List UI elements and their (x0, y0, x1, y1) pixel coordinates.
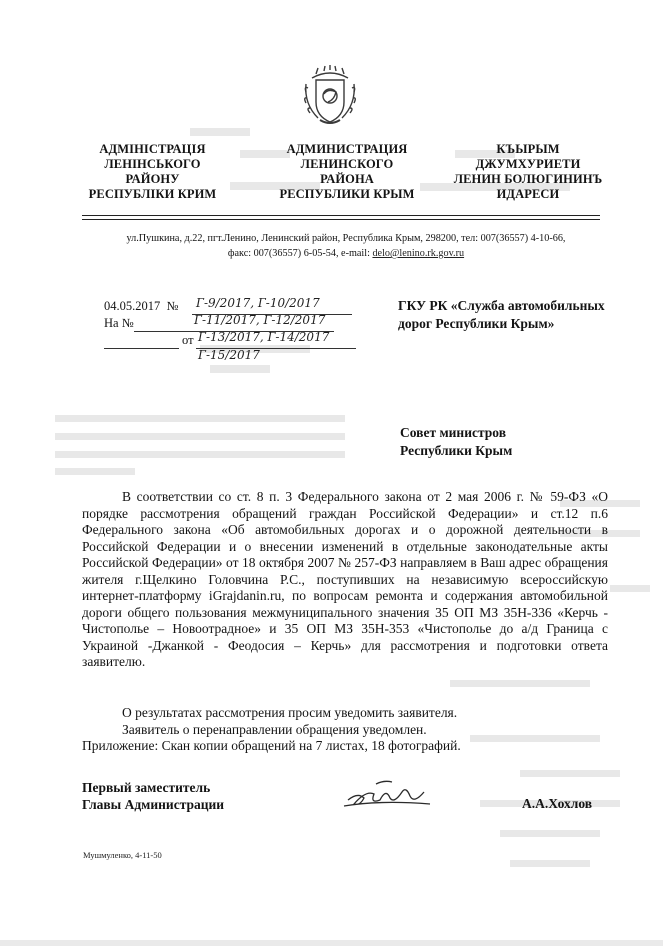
handwritten-number-1: Г-9/2017, Г-10/2017 (196, 296, 320, 310)
recipient-council-line-2: Республики Крым (400, 443, 513, 458)
header-russian-line-4: РЕСПУБЛИКИ КРЫМ (279, 187, 415, 201)
registration-date-line (104, 298, 178, 315)
header-russian (262, 142, 432, 202)
header-ukrainian-line-3: РАЙОНУ (125, 172, 180, 186)
handwritten-signature (340, 770, 460, 815)
recipient-road-service-line-2: дорог Республики Крым» (398, 316, 555, 331)
header-crimean-tatar (440, 142, 616, 202)
handwritten-number-2: Г-11/2017, Г-12/2017 (194, 313, 326, 327)
signatory-name: А.А.Хохлов (522, 796, 593, 811)
header-ukrainian-line-2: ЛЕНІНСЬКОГО (104, 157, 201, 171)
recipient-council-line-1: Совет министров (400, 425, 506, 440)
contacts-fax: факс: 007(36557) 6-05-54, e-mail: (227, 248, 373, 259)
header-ukrainian-line-1: АДМІНІСТРАЦІЯ (99, 142, 206, 156)
contacts-block (96, 231, 596, 261)
registration-from-label: от (182, 333, 194, 347)
applicant-notified-line: Заявитель о перенаправлении обращения уведомлен. (122, 721, 427, 737)
contacts-email-link[interactable]: delo@lenino.rk.gov.ru (372, 248, 465, 259)
signatory-title-line-1: Первый заместитель (82, 780, 211, 795)
registration-number-label: № (166, 299, 179, 313)
attachment-line: Приложение: Скан копии обращений на 7 листах, 18 фотографий. (82, 738, 461, 753)
recipient-road-service-line-1: ГКУ РК «Служба автомобильных (398, 298, 605, 313)
contacts-fax-email (96, 246, 596, 261)
header-crimean-tatar-line-1: КЪЫРЫМ (496, 142, 560, 156)
executor-footer: Мушмуленко, 4-11-50 (83, 850, 162, 860)
registration-date: 04.05.2017 (104, 299, 161, 313)
registration-from-line (182, 332, 194, 349)
header-crimean-tatar-line-4: ИДАРЕСИ (496, 187, 560, 201)
header-ukrainian (70, 142, 235, 202)
header-crimean-tatar-line-2: ДЖУМХУРИЕТИ (475, 157, 581, 171)
header-divider-top (82, 215, 600, 216)
results-request-line: О результатах рассмотрения просим уведомить заявителя. (122, 705, 458, 720)
signatory-title (82, 779, 224, 813)
recipient-council-of-ministers (400, 424, 512, 460)
handwritten-number-4: Г-15/2017 (198, 348, 260, 362)
crimea-coat-of-arms-icon (298, 64, 362, 128)
closing-lines (82, 705, 622, 755)
signatory-title-line-2: Главы Администрации (82, 797, 225, 812)
registration-reply-line (104, 315, 134, 332)
header-russian-line-1: АДМИНИСТРАЦИЯ (286, 142, 408, 156)
reply-from-underline-left (104, 348, 179, 349)
body-main-paragraph: В соответствии со ст. 8 п. 3 Федерального закона от 2 мая 2006 г. № 59-ФЗ «О порядке рассмотрения обращений граждан Российской Федерации» и ст.12 п.6 Федерального закона «Об автомобильных дорогах и о дорожной деятельности в Российской Федерации и о внесении изменений в отдельные законодательные акты Российской Федерации» от 18 октября 2007 № 257-ФЗ направляем в Ваш адрес обращения жителя г.Щелкино Головчина Р.С., поступивших на независимую всероссийскую интернет-платформу iGrajdanin.ru, по вопросам ремонта и содержания автомобильной дороги общего пользования межмуниципального значения 35 ОП МЗ 35Н-336 «Керчь - Чистополье – Новоотрадное» и 35 ОП МЗ 35Н-353 «Чистополье до а/д Граница с Украиной -Джанкой - Феодосия – Керчь» для рассмотрения и подготовки ответа заявителю. (82, 489, 608, 669)
header-divider-bottom (82, 219, 600, 220)
scan-bottom-edge (0, 940, 663, 946)
recipient-road-service (398, 297, 605, 333)
letter-body (82, 489, 608, 671)
header-russian-line-3: РАЙОНА (320, 172, 374, 186)
header-russian-line-2: ЛЕНИНСКОГО (300, 157, 394, 171)
header-crimean-tatar-line-3: ЛЕНИН БОЛЮГИНИНЪ (453, 172, 603, 186)
registration-reply-label: На № (104, 316, 134, 330)
header-ukrainian-line-4: РЕСПУБЛІКИ КРИМ (88, 187, 217, 201)
contacts-address: ул.Пушкина, д.22, пгт.Ленино, Ленинский район, Республика Крым, 298200, тел: 007(36557) 4-10-66, (126, 233, 566, 244)
handwritten-number-3: Г-13/2017, Г-14/2017 (198, 330, 330, 344)
